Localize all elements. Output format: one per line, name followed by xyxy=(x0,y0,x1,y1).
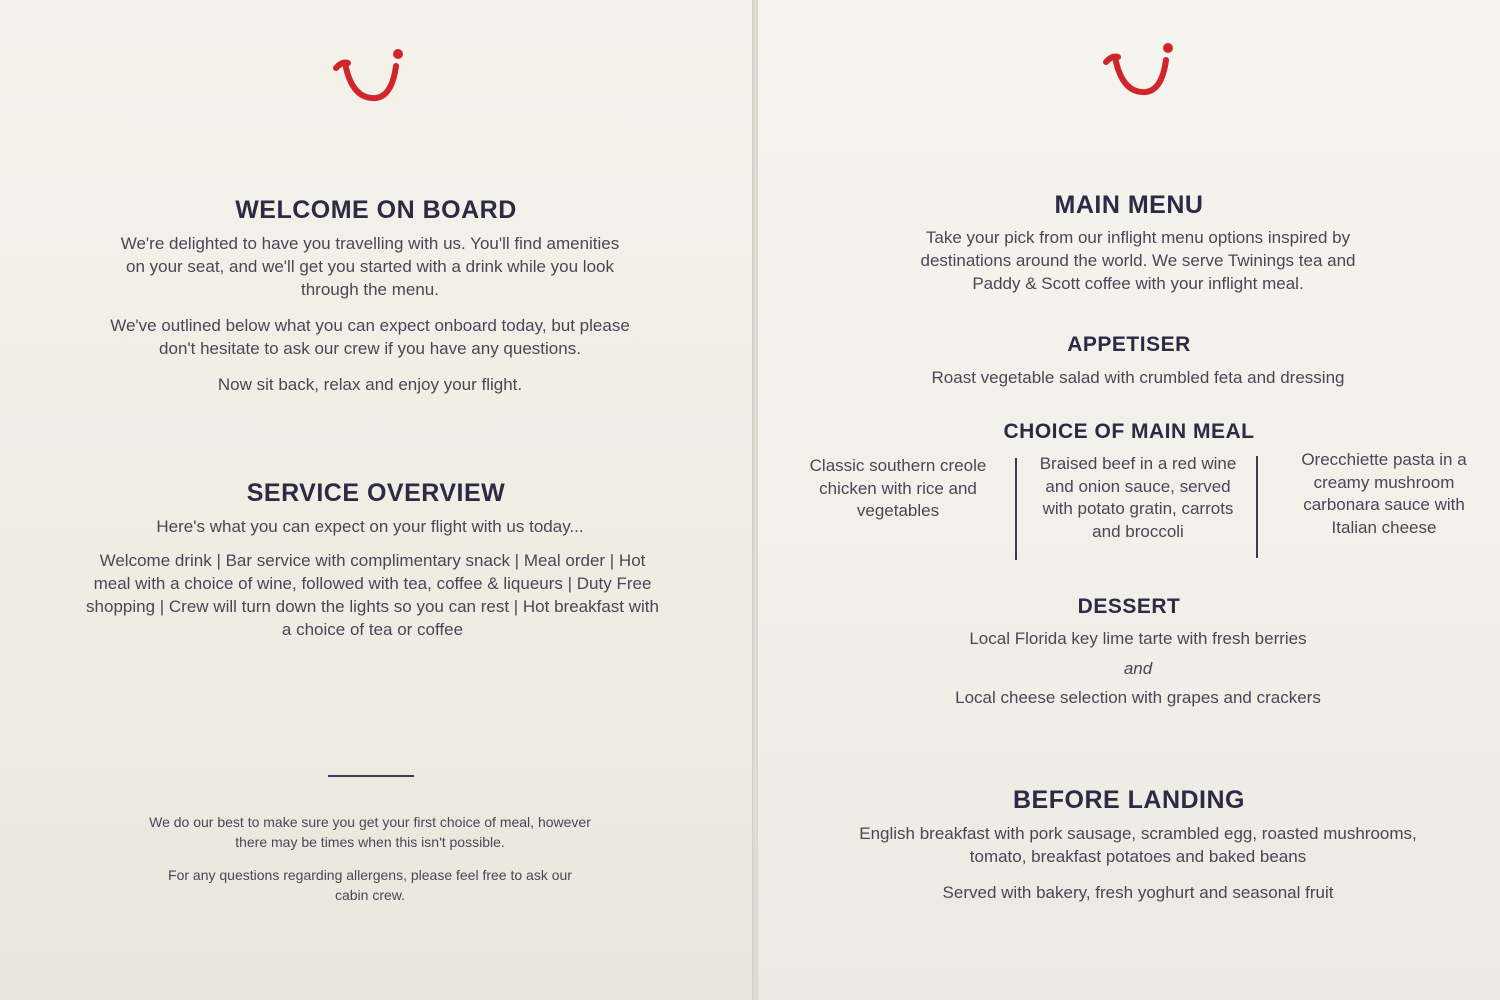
main-meal-option-2: Braised beef in a red wine and onion sauce, served with potato gratin, carrots and broccoli xyxy=(1039,454,1237,541)
before-landing-title: BEFORE LANDING xyxy=(1013,786,1245,814)
service-overview-title: SERVICE OVERVIEW xyxy=(246,479,506,507)
tui-smile-logo-icon xyxy=(330,42,410,112)
welcome-paragraph-1: We're delighted to have you travelling with us. You'll find amenities on your seat, and we'll get you started with a drink while you look through the menu. xyxy=(120,234,620,299)
main-meal-title: CHOICE OF MAIN MEAL xyxy=(1003,420,1255,443)
allergen-note: For any questions regarding allergens, please feel free to ask our cabin crew. xyxy=(168,867,572,903)
column-divider xyxy=(1256,456,1258,558)
welcome-title: WELCOME ON BOARD xyxy=(235,196,517,224)
service-overview-intro: Here's what you can expect on your flight with us today... xyxy=(156,517,584,536)
right-page xyxy=(758,0,1500,1000)
dessert-joiner: and xyxy=(1123,659,1153,678)
dessert-item-1: Local Florida key lime tarte with fresh berries xyxy=(969,629,1307,648)
before-landing-extra: Served with bakery, fresh yoghurt and seasonal fruit xyxy=(942,883,1334,902)
dessert-title: DESSERT xyxy=(1077,595,1181,618)
tui-smile-logo-icon xyxy=(1100,36,1180,106)
dessert-item-2: Local cheese selection with grapes and crackers xyxy=(955,688,1321,707)
main-meal-option-1: Classic southern creole chicken with rice and vegetables xyxy=(809,456,987,520)
welcome-paragraph-2: We've outlined below what you can expect onboard today, but please don't hesitate to ask our crew if you have any questions. xyxy=(110,316,630,358)
service-overview-details: Welcome drink | Bar service with complimentary snack | Meal order | Hot meal with a choice of wine, followed with tea, coffee & liqueurs | Duty Free shopping | Crew will turn down the lights so you can rest | Hot breakfast with a choice of tea or coffee xyxy=(86,551,659,639)
before-landing-item: English breakfast with pork sausage, scrambled egg, roasted mushrooms, tomato, breakfast potatoes and baked beans xyxy=(859,824,1417,866)
meal-choice-note: We do our best to make sure you get your first choice of meal, however there may be times when this isn't possible. xyxy=(149,814,591,850)
welcome-paragraph-3: Now sit back, relax and enjoy your flight. xyxy=(217,375,523,394)
divider-line xyxy=(328,775,414,777)
appetiser-item: Roast vegetable salad with crumbled feta and dressing xyxy=(931,368,1345,387)
appetiser-title: APPETISER xyxy=(1067,333,1191,356)
column-divider xyxy=(1015,458,1017,560)
main-meal-option-3: Orecchiette pasta in a creamy mushroom carbonara sauce with Italian cheese xyxy=(1301,450,1467,537)
main-menu-title: MAIN MENU xyxy=(1054,191,1204,219)
main-menu-intro: Take your pick from our inflight menu options inspired by destinations around the world. We serve Twinings tea and Paddy & Scott coffee with your inflight meal. xyxy=(920,228,1356,293)
